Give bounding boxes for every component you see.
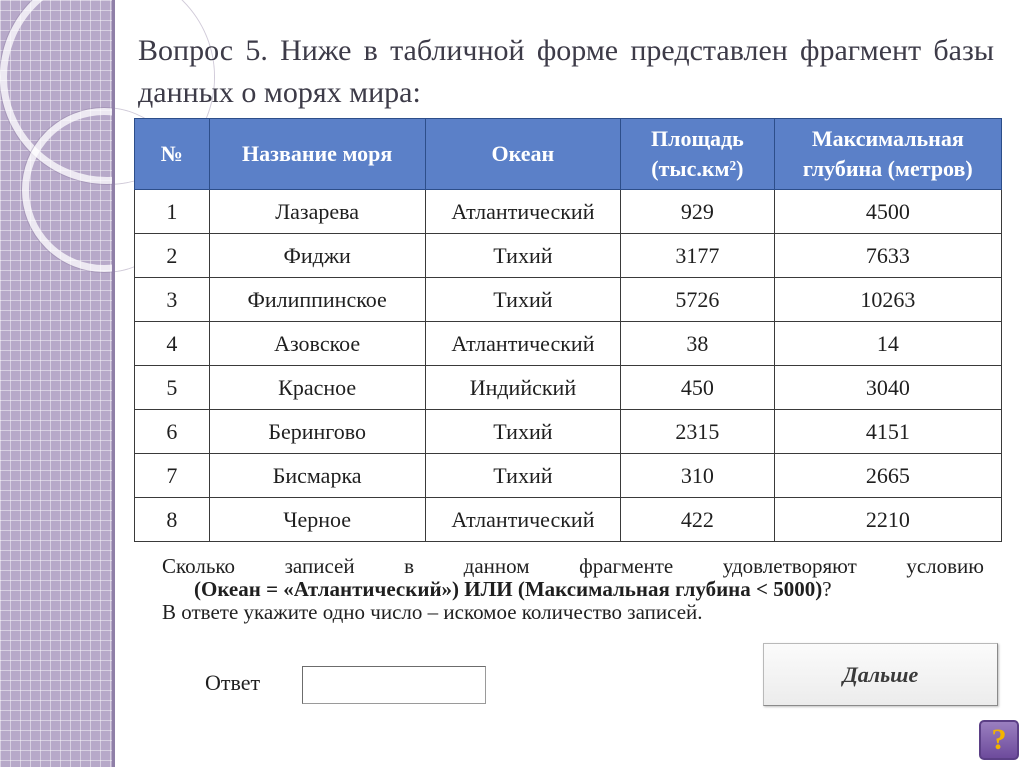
task-text	[162, 555, 984, 624]
cell-sea-name: Фиджи	[209, 234, 425, 278]
table-row	[135, 190, 1002, 234]
answer-input[interactable]	[302, 666, 486, 704]
cell-sea-name: Лазарева	[209, 190, 425, 234]
task-condition-bold: (Океан = «Атлантический») ИЛИ (Максимальная глубина < 5000)	[194, 577, 823, 601]
task-line: Сколько записей в данном фрагменте удовлетворяют условию	[162, 554, 984, 578]
cell-ocean: Тихий	[425, 410, 621, 454]
table-header-row	[135, 119, 1002, 190]
cell-sea-name: Берингово	[209, 410, 425, 454]
cell-area: 38	[621, 322, 774, 366]
cell-max-depth: 4500	[774, 190, 1001, 234]
question-mark-icon: ?	[991, 723, 1007, 756]
cell-number: 6	[135, 410, 210, 454]
cell-max-depth: 4151	[774, 410, 1001, 454]
question-title: Вопрос 5. Ниже в табличной форме представлен фрагмент базы данных о морях мира:	[138, 34, 994, 109]
table-row	[135, 234, 1002, 278]
cell-number: 1	[135, 190, 210, 234]
cell-area: 5726	[621, 278, 774, 322]
cell-number: 5	[135, 366, 210, 410]
seas-table	[134, 118, 1002, 542]
cell-ocean: Атлантический	[425, 498, 621, 542]
header-sea-name: Название моря	[209, 119, 425, 190]
table-row	[135, 410, 1002, 454]
cell-area: 450	[621, 366, 774, 410]
next-button[interactable]: Дальше	[763, 643, 998, 706]
table-body	[135, 190, 1002, 542]
cell-sea-name: Черное	[209, 498, 425, 542]
cell-number: 8	[135, 498, 210, 542]
task-instruction: В ответе укажите одно число – искомое количество записей.	[162, 600, 703, 624]
cell-number: 7	[135, 454, 210, 498]
cell-ocean: Тихий	[425, 278, 621, 322]
cell-sea-name: Бисмарка	[209, 454, 425, 498]
table-row	[135, 498, 1002, 542]
cell-ocean: Тихий	[425, 454, 621, 498]
task-condition	[162, 578, 984, 601]
cell-ocean: Атлантический	[425, 190, 621, 234]
table-row	[135, 454, 1002, 498]
cell-area: 2315	[621, 410, 774, 454]
header-area: Площадь (тыс.км²)	[621, 119, 774, 190]
header-number: №	[135, 119, 210, 190]
cell-sea-name: Красное	[209, 366, 425, 410]
cell-ocean: Индийский	[425, 366, 621, 410]
table-row	[135, 322, 1002, 366]
cell-number: 3	[135, 278, 210, 322]
help-button[interactable]	[979, 720, 1019, 760]
cell-sea-name: Азовское	[209, 322, 425, 366]
header-max-depth: Максимальная глубина (метров)	[774, 119, 1001, 190]
cell-sea-name: Филиппинское	[209, 278, 425, 322]
cell-number: 2	[135, 234, 210, 278]
cell-max-depth: 10263	[774, 278, 1001, 322]
cell-number: 4	[135, 322, 210, 366]
answer-label: Ответ	[205, 670, 261, 695]
cell-max-depth: 2210	[774, 498, 1001, 542]
cell-ocean: Тихий	[425, 234, 621, 278]
cell-max-depth: 2665	[774, 454, 1001, 498]
side-divider	[112, 0, 115, 767]
header-ocean: Океан	[425, 119, 621, 190]
task-condition-end: ?	[822, 577, 832, 601]
cell-max-depth: 14	[774, 322, 1001, 366]
cell-max-depth: 3040	[774, 366, 1001, 410]
table-row	[135, 366, 1002, 410]
cell-area: 929	[621, 190, 774, 234]
cell-area: 422	[621, 498, 774, 542]
cell-area: 310	[621, 454, 774, 498]
cell-max-depth: 7633	[774, 234, 1001, 278]
cell-ocean: Атлантический	[425, 322, 621, 366]
cell-area: 3177	[621, 234, 774, 278]
table-row	[135, 278, 1002, 322]
